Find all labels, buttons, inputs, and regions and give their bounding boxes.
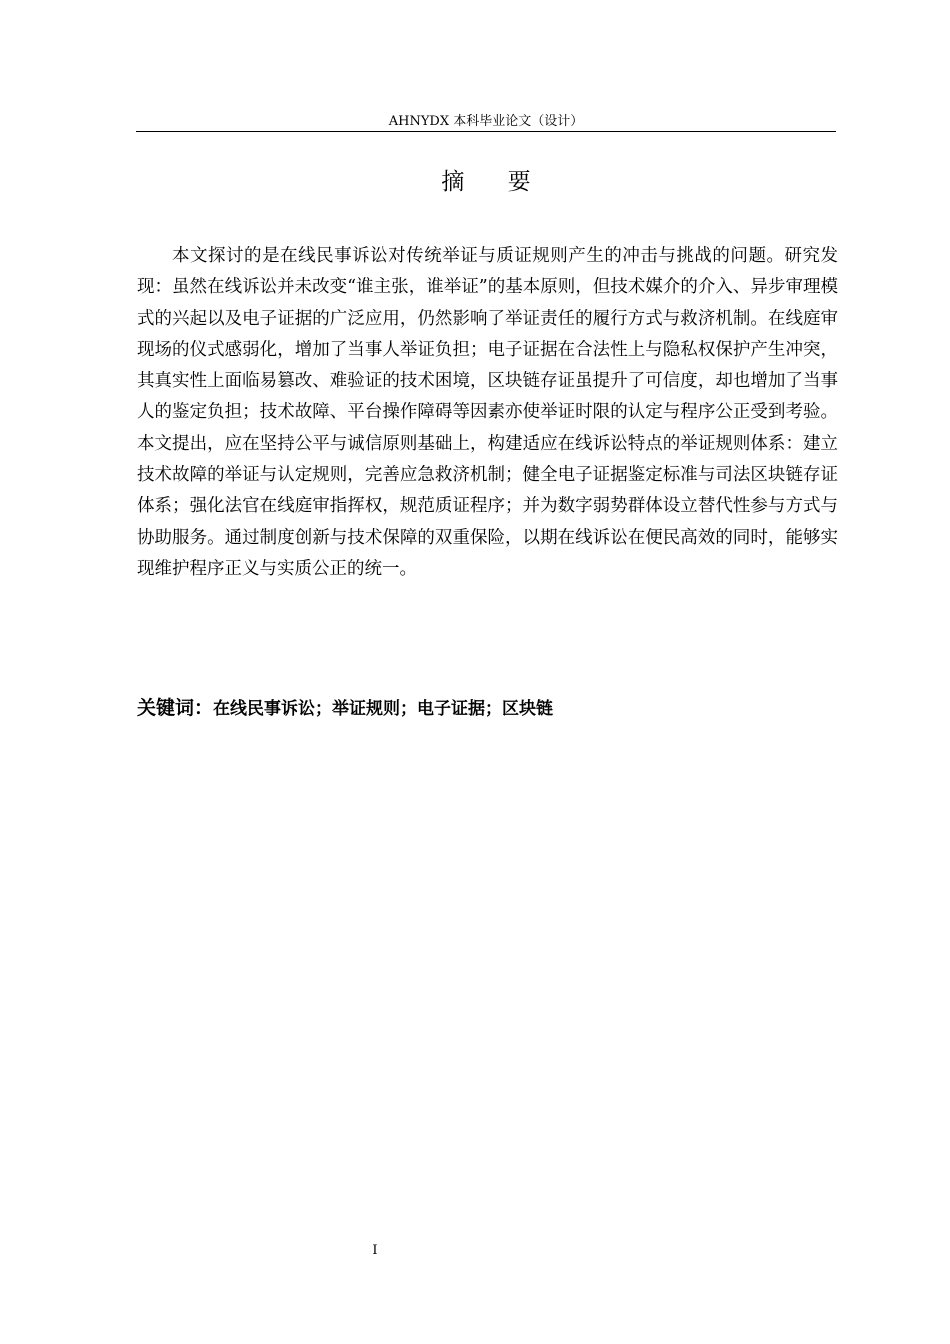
abstract-body: 本文探讨的是在线民事诉讼对传统举证与质证规则产生的冲击与挑战的问题。研究发现：虽然在线诉讼并未改变“谁主张，谁举证”的基本原则，但技术媒介的介入、异步审理模式的兴起以及电子证据的广泛应用，仍然影响了举证责任的履行方式与救济机制。在线庭审现场的仪式感弱化，增加了当事人举证负担；电子证据在合法性上与隐私权保护产生冲突，其真实性上面临易篡改、难验证的技术困境，区块链存证虽提升了可信度，却也增加了当事人的鉴定负担；技术故障、平台操作障碍等因素亦使举证时限的认定与程序公正受到考验。本文提出，应在坚持公平与诚信原则基础上，构建适应在线诉讼特点的举证规则体系：建立技术故障的举证与认定规则，完善应急救济机制；健全电子证据鉴定标准与司法区块链存证体系；强化法官在线庭审指挥权，规范质证程序；并为数字弱势群体设立替代性参与方式与协助服务。通过制度创新与技术保障的双重保险，以期在线诉讼在便民高效的同时，能够实现维护程序正义与实质公正的统一。 [137,246,838,579]
keywords-line [137,694,838,723]
header-rule [136,131,836,132]
page-number: I [372,1243,378,1258]
keywords-label: 关键词： [137,697,214,719]
running-header: AHNYDX 本科毕业论文（设计） [388,114,584,129]
abstract-title: 摘 要 [441,169,549,195]
keywords-text: 在线民事诉讼；举证规则；电子证据；区块链 [213,699,554,719]
